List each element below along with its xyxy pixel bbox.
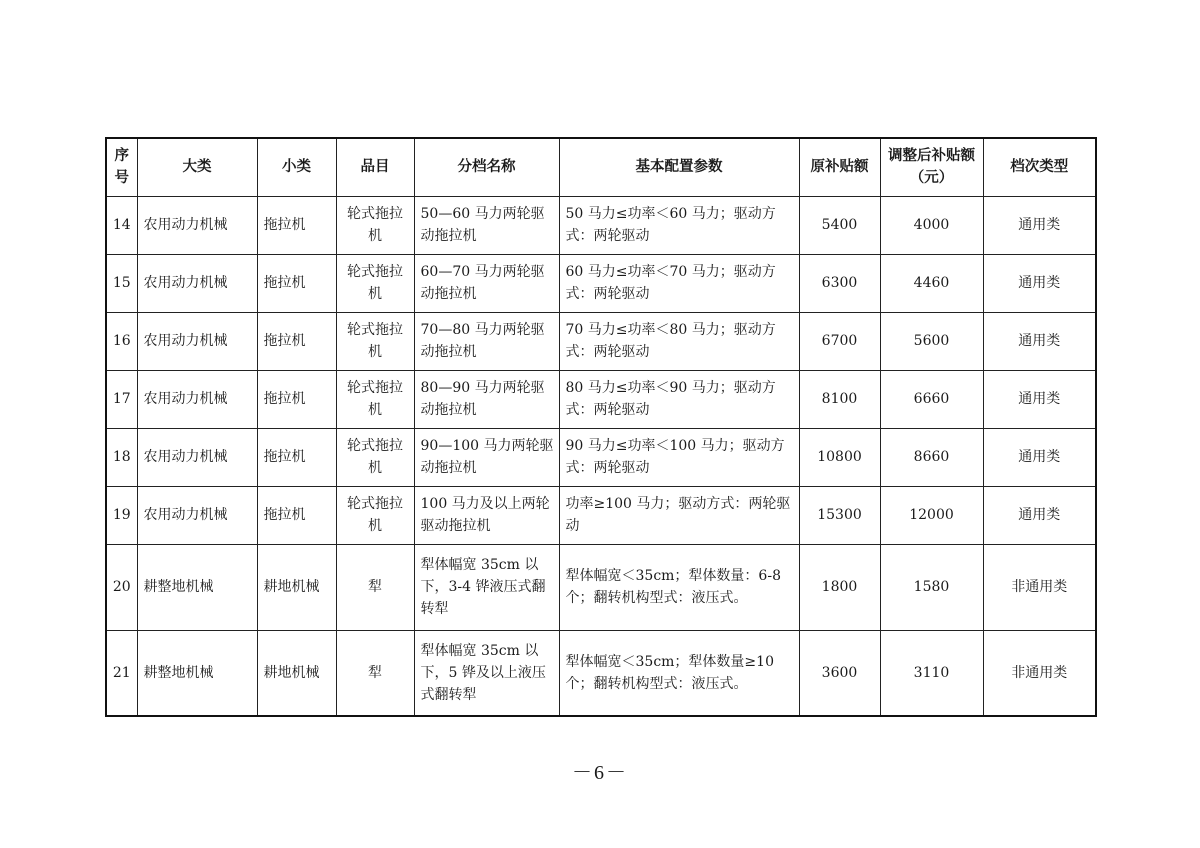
cell-no: 16 [106, 312, 137, 370]
cell-tier: 60—70 马力两轮驱动拖拉机 [414, 254, 559, 312]
cell-item: 轮式拖拉机 [336, 370, 414, 428]
cell-adjusted: 6660 [880, 370, 983, 428]
table-row [106, 196, 1096, 254]
cell-no: 14 [106, 196, 137, 254]
cell-adjusted: 4000 [880, 196, 983, 254]
cell-no: 20 [106, 544, 137, 630]
cell-adjusted: 1580 [880, 544, 983, 630]
cell-subcategory: 拖拉机 [257, 254, 336, 312]
cell-tier: 90—100 马力两轮驱动拖拉机 [414, 428, 559, 486]
cell-category: 农用动力机械 [137, 486, 257, 544]
header-tier: 分档名称 [414, 138, 559, 196]
cell-adjusted: 8660 [880, 428, 983, 486]
cell-category: 农用动力机械 [137, 254, 257, 312]
cell-subcategory: 拖拉机 [257, 196, 336, 254]
cell-category: 农用动力机械 [137, 312, 257, 370]
header-adjusted: 调整后补贴额（元） [880, 138, 983, 196]
cell-original: 1800 [799, 544, 880, 630]
cell-no: 18 [106, 428, 137, 486]
cell-original: 6700 [799, 312, 880, 370]
cell-no: 15 [106, 254, 137, 312]
cell-category: 耕整地机械 [137, 544, 257, 630]
cell-config: 70 马力≤功率＜80 马力；驱动方式：两轮驱动 [559, 312, 799, 370]
cell-subcategory: 拖拉机 [257, 312, 336, 370]
header-no: 序号 [106, 138, 137, 196]
header-original: 原补贴额 [799, 138, 880, 196]
subsidy-table [105, 137, 1097, 717]
cell-adjusted: 5600 [880, 312, 983, 370]
table-row [106, 486, 1096, 544]
cell-adjusted: 12000 [880, 486, 983, 544]
cell-item: 犁 [336, 630, 414, 716]
cell-tier: 70—80 马力两轮驱动拖拉机 [414, 312, 559, 370]
cell-config: 犁体幅宽＜35cm；犁体数量≥10 个；翻转机构型式：液压式。 [559, 630, 799, 716]
header-type: 档次类型 [983, 138, 1096, 196]
cell-item: 轮式拖拉机 [336, 312, 414, 370]
cell-config: 90 马力≤功率＜100 马力；驱动方式：两轮驱动 [559, 428, 799, 486]
cell-item: 轮式拖拉机 [336, 486, 414, 544]
table-row [106, 370, 1096, 428]
cell-type: 非通用类 [983, 630, 1096, 716]
cell-config: 犁体幅宽＜35cm；犁体数量：6-8 个；翻转机构型式：液压式。 [559, 544, 799, 630]
cell-type: 通用类 [983, 428, 1096, 486]
cell-subcategory: 拖拉机 [257, 428, 336, 486]
header-category: 大类 [137, 138, 257, 196]
cell-no: 21 [106, 630, 137, 716]
cell-item: 犁 [336, 544, 414, 630]
cell-tier: 100 马力及以上两轮驱动拖拉机 [414, 486, 559, 544]
cell-original: 15300 [799, 486, 880, 544]
cell-category: 农用动力机械 [137, 196, 257, 254]
cell-config: 50 马力≤功率＜60 马力；驱动方式：两轮驱动 [559, 196, 799, 254]
cell-item: 轮式拖拉机 [336, 428, 414, 486]
table-header-row [106, 138, 1096, 196]
cell-original: 6300 [799, 254, 880, 312]
cell-type: 通用类 [983, 312, 1096, 370]
cell-config: 60 马力≤功率＜70 马力；驱动方式：两轮驱动 [559, 254, 799, 312]
cell-original: 5400 [799, 196, 880, 254]
cell-tier: 犁体幅宽 35cm 以下，5 铧及以上液压式翻转犁 [414, 630, 559, 716]
cell-item: 轮式拖拉机 [336, 196, 414, 254]
cell-subcategory: 耕地机械 [257, 544, 336, 630]
cell-type: 通用类 [983, 370, 1096, 428]
cell-type: 通用类 [983, 196, 1096, 254]
cell-type: 通用类 [983, 254, 1096, 312]
header-item: 品目 [336, 138, 414, 196]
header-config: 基本配置参数 [559, 138, 799, 196]
cell-type: 通用类 [983, 486, 1096, 544]
table-row [106, 544, 1096, 630]
cell-subcategory: 拖拉机 [257, 370, 336, 428]
cell-category: 农用动力机械 [137, 428, 257, 486]
cell-adjusted: 3110 [880, 630, 983, 716]
cell-adjusted: 4460 [880, 254, 983, 312]
cell-type: 非通用类 [983, 544, 1096, 630]
table-row [106, 630, 1096, 716]
cell-no: 17 [106, 370, 137, 428]
cell-category: 耕整地机械 [137, 630, 257, 716]
cell-original: 3600 [799, 630, 880, 716]
cell-original: 10800 [799, 428, 880, 486]
cell-item: 轮式拖拉机 [336, 254, 414, 312]
cell-subcategory: 拖拉机 [257, 486, 336, 544]
cell-subcategory: 耕地机械 [257, 630, 336, 716]
header-subcategory: 小类 [257, 138, 336, 196]
table-row [106, 312, 1096, 370]
table-row [106, 428, 1096, 486]
cell-config: 功率≥100 马力；驱动方式：两轮驱动 [559, 486, 799, 544]
page-number: －6－ [572, 762, 628, 784]
cell-tier: 50—60 马力两轮驱动拖拉机 [414, 196, 559, 254]
table-row [106, 254, 1096, 312]
cell-no: 19 [106, 486, 137, 544]
cell-original: 8100 [799, 370, 880, 428]
cell-category: 农用动力机械 [137, 370, 257, 428]
cell-config: 80 马力≤功率＜90 马力；驱动方式：两轮驱动 [559, 370, 799, 428]
cell-tier: 80—90 马力两轮驱动拖拉机 [414, 370, 559, 428]
cell-tier: 犁体幅宽 35cm 以下，3-4 铧液压式翻转犁 [414, 544, 559, 630]
